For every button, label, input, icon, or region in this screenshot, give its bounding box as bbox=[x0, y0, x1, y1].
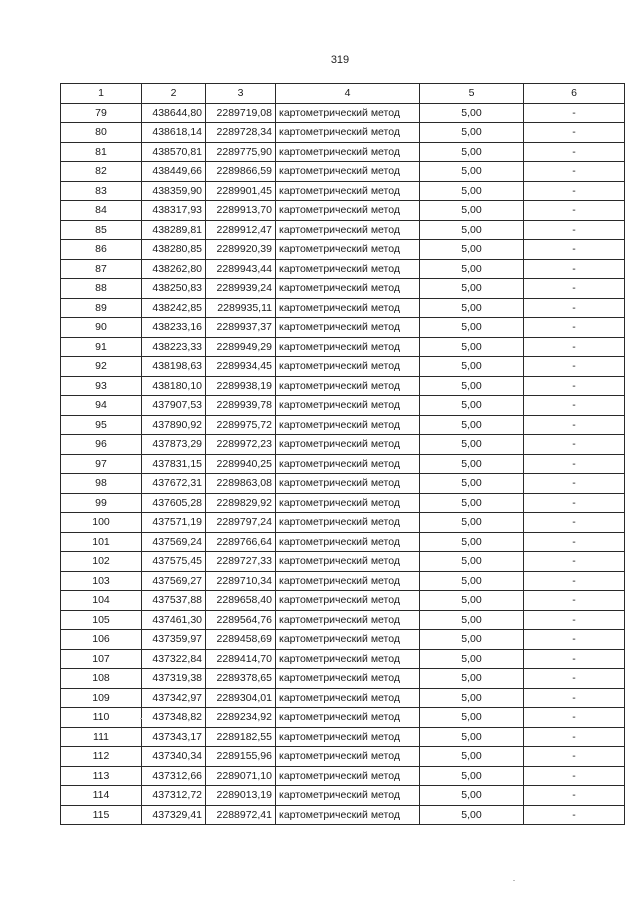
scan-speck bbox=[140, 718, 142, 719]
y-coordinate-cell: 2289719,08 bbox=[206, 103, 276, 123]
accuracy-cell: 5,00 bbox=[420, 532, 524, 552]
accuracy-cell: 5,00 bbox=[420, 649, 524, 669]
table-row bbox=[61, 181, 625, 201]
y-coordinate-cell: 2289728,34 bbox=[206, 123, 276, 143]
note-cell: - bbox=[524, 708, 625, 728]
accuracy-cell: 5,00 bbox=[420, 337, 524, 357]
method-cell: картометрический метод bbox=[276, 513, 420, 533]
table-row bbox=[61, 259, 625, 279]
point-number-cell: 86 bbox=[61, 240, 142, 260]
table-row bbox=[61, 474, 625, 494]
table-row bbox=[61, 493, 625, 513]
y-coordinate-cell: 2289458,69 bbox=[206, 630, 276, 650]
point-number-cell: 106 bbox=[61, 630, 142, 650]
x-coordinate-cell: 438449,66 bbox=[142, 162, 206, 182]
method-cell: картометрический метод bbox=[276, 805, 420, 825]
point-number-cell: 113 bbox=[61, 766, 142, 786]
table-row bbox=[61, 571, 625, 591]
x-coordinate-cell: 437461,30 bbox=[142, 610, 206, 630]
method-cell: картометрический метод bbox=[276, 318, 420, 338]
point-number-cell: 104 bbox=[61, 591, 142, 611]
point-number-cell: 79 bbox=[61, 103, 142, 123]
accuracy-cell: 5,00 bbox=[420, 318, 524, 338]
table-row bbox=[61, 630, 625, 650]
y-coordinate-cell: 2289975,72 bbox=[206, 415, 276, 435]
x-coordinate-cell: 438262,80 bbox=[142, 259, 206, 279]
method-cell: картометрический метод bbox=[276, 630, 420, 650]
note-cell: - bbox=[524, 357, 625, 377]
table-row bbox=[61, 591, 625, 611]
note-cell: - bbox=[524, 240, 625, 260]
method-cell: картометрический метод bbox=[276, 279, 420, 299]
method-cell: картометрический метод bbox=[276, 649, 420, 669]
method-cell: картометрический метод bbox=[276, 454, 420, 474]
x-coordinate-cell: 437319,38 bbox=[142, 669, 206, 689]
note-cell: - bbox=[524, 669, 625, 689]
point-number-cell: 81 bbox=[61, 142, 142, 162]
point-number-cell: 80 bbox=[61, 123, 142, 143]
table-row bbox=[61, 298, 625, 318]
x-coordinate-cell: 437348,82 bbox=[142, 708, 206, 728]
note-cell: - bbox=[524, 337, 625, 357]
method-cell: картометрический метод bbox=[276, 337, 420, 357]
table-row bbox=[61, 532, 625, 552]
accuracy-cell: 5,00 bbox=[420, 103, 524, 123]
x-coordinate-cell: 437569,27 bbox=[142, 571, 206, 591]
column-header: 5 bbox=[420, 84, 524, 104]
point-number-cell: 95 bbox=[61, 415, 142, 435]
x-coordinate-cell: 437873,29 bbox=[142, 435, 206, 455]
accuracy-cell: 5,00 bbox=[420, 396, 524, 416]
accuracy-cell: 5,00 bbox=[420, 786, 524, 806]
y-coordinate-cell: 2289972,23 bbox=[206, 435, 276, 455]
table-row bbox=[61, 376, 625, 396]
column-header: 3 bbox=[206, 84, 276, 104]
method-cell: картометрический метод bbox=[276, 571, 420, 591]
accuracy-cell: 5,00 bbox=[420, 454, 524, 474]
point-number-cell: 110 bbox=[61, 708, 142, 728]
y-coordinate-cell: 2288972,41 bbox=[206, 805, 276, 825]
table-row bbox=[61, 396, 625, 416]
table-row bbox=[61, 123, 625, 143]
note-cell: - bbox=[524, 493, 625, 513]
point-number-cell: 102 bbox=[61, 552, 142, 572]
x-coordinate-cell: 438317,93 bbox=[142, 201, 206, 221]
accuracy-cell: 5,00 bbox=[420, 279, 524, 299]
table-row bbox=[61, 649, 625, 669]
accuracy-cell: 5,00 bbox=[420, 357, 524, 377]
table-row bbox=[61, 727, 625, 747]
point-number-cell: 108 bbox=[61, 669, 142, 689]
point-number-cell: 84 bbox=[61, 201, 142, 221]
note-cell: - bbox=[524, 396, 625, 416]
point-number-cell: 88 bbox=[61, 279, 142, 299]
note-cell: - bbox=[524, 181, 625, 201]
scan-speck bbox=[513, 880, 515, 881]
table-row bbox=[61, 318, 625, 338]
x-coordinate-cell: 437359,97 bbox=[142, 630, 206, 650]
point-number-cell: 94 bbox=[61, 396, 142, 416]
point-number-cell: 93 bbox=[61, 376, 142, 396]
note-cell: - bbox=[524, 513, 625, 533]
table-row bbox=[61, 279, 625, 299]
x-coordinate-cell: 437537,88 bbox=[142, 591, 206, 611]
accuracy-cell: 5,00 bbox=[420, 181, 524, 201]
accuracy-cell: 5,00 bbox=[420, 123, 524, 143]
point-number-cell: 83 bbox=[61, 181, 142, 201]
x-coordinate-cell: 438644,80 bbox=[142, 103, 206, 123]
x-coordinate-cell: 438570,81 bbox=[142, 142, 206, 162]
table-row bbox=[61, 669, 625, 689]
y-coordinate-cell: 2289901,45 bbox=[206, 181, 276, 201]
y-coordinate-cell: 2289937,37 bbox=[206, 318, 276, 338]
x-coordinate-cell: 437342,97 bbox=[142, 688, 206, 708]
accuracy-cell: 5,00 bbox=[420, 688, 524, 708]
accuracy-cell: 5,00 bbox=[420, 142, 524, 162]
y-coordinate-cell: 2289775,90 bbox=[206, 142, 276, 162]
page-number: 319 bbox=[330, 54, 350, 66]
point-number-cell: 82 bbox=[61, 162, 142, 182]
x-coordinate-cell: 438223,33 bbox=[142, 337, 206, 357]
note-cell: - bbox=[524, 201, 625, 221]
column-header: 2 bbox=[142, 84, 206, 104]
y-coordinate-cell: 2289797,24 bbox=[206, 513, 276, 533]
point-number-cell: 87 bbox=[61, 259, 142, 279]
y-coordinate-cell: 2289414,70 bbox=[206, 649, 276, 669]
method-cell: картометрический метод bbox=[276, 747, 420, 767]
y-coordinate-cell: 2289182,55 bbox=[206, 727, 276, 747]
x-coordinate-cell: 438233,16 bbox=[142, 318, 206, 338]
y-coordinate-cell: 2289727,33 bbox=[206, 552, 276, 572]
y-coordinate-cell: 2289564,76 bbox=[206, 610, 276, 630]
note-cell: - bbox=[524, 649, 625, 669]
x-coordinate-cell: 438359,90 bbox=[142, 181, 206, 201]
accuracy-cell: 5,00 bbox=[420, 571, 524, 591]
accuracy-cell: 5,00 bbox=[420, 240, 524, 260]
x-coordinate-cell: 438242,85 bbox=[142, 298, 206, 318]
y-coordinate-cell: 2289866,59 bbox=[206, 162, 276, 182]
note-cell: - bbox=[524, 259, 625, 279]
point-number-cell: 92 bbox=[61, 357, 142, 377]
accuracy-cell: 5,00 bbox=[420, 708, 524, 728]
method-cell: картометрический метод bbox=[276, 396, 420, 416]
method-cell: картометрический метод bbox=[276, 688, 420, 708]
y-coordinate-cell: 2289710,34 bbox=[206, 571, 276, 591]
table-row bbox=[61, 142, 625, 162]
table-row bbox=[61, 103, 625, 123]
y-coordinate-cell: 2289920,39 bbox=[206, 240, 276, 260]
x-coordinate-cell: 438618,14 bbox=[142, 123, 206, 143]
method-cell: картометрический метод bbox=[276, 708, 420, 728]
accuracy-cell: 5,00 bbox=[420, 376, 524, 396]
note-cell: - bbox=[524, 571, 625, 591]
x-coordinate-cell: 437672,31 bbox=[142, 474, 206, 494]
method-cell: картометрический метод bbox=[276, 298, 420, 318]
y-coordinate-cell: 2289013,19 bbox=[206, 786, 276, 806]
method-cell: картометрический метод bbox=[276, 220, 420, 240]
accuracy-cell: 5,00 bbox=[420, 162, 524, 182]
point-number-cell: 90 bbox=[61, 318, 142, 338]
point-number-cell: 111 bbox=[61, 727, 142, 747]
accuracy-cell: 5,00 bbox=[420, 766, 524, 786]
table-row bbox=[61, 747, 625, 767]
note-cell: - bbox=[524, 630, 625, 650]
x-coordinate-cell: 437890,92 bbox=[142, 415, 206, 435]
note-cell: - bbox=[524, 435, 625, 455]
point-number-cell: 91 bbox=[61, 337, 142, 357]
y-coordinate-cell: 2289071,10 bbox=[206, 766, 276, 786]
note-cell: - bbox=[524, 415, 625, 435]
table-row bbox=[61, 610, 625, 630]
accuracy-cell: 5,00 bbox=[420, 727, 524, 747]
column-header: 6 bbox=[524, 84, 625, 104]
x-coordinate-cell: 437322,84 bbox=[142, 649, 206, 669]
method-cell: картометрический метод bbox=[276, 435, 420, 455]
table-body bbox=[61, 103, 625, 825]
method-cell: картометрический метод bbox=[276, 201, 420, 221]
table-row bbox=[61, 513, 625, 533]
y-coordinate-cell: 2289304,01 bbox=[206, 688, 276, 708]
table-row bbox=[61, 337, 625, 357]
method-cell: картометрический метод bbox=[276, 259, 420, 279]
point-number-cell: 107 bbox=[61, 649, 142, 669]
accuracy-cell: 5,00 bbox=[420, 220, 524, 240]
method-cell: картометрический метод bbox=[276, 591, 420, 611]
method-cell: картометрический метод bbox=[276, 240, 420, 260]
accuracy-cell: 5,00 bbox=[420, 298, 524, 318]
y-coordinate-cell: 2289766,64 bbox=[206, 532, 276, 552]
y-coordinate-cell: 2289912,47 bbox=[206, 220, 276, 240]
table-row bbox=[61, 357, 625, 377]
note-cell: - bbox=[524, 298, 625, 318]
y-coordinate-cell: 2289943,44 bbox=[206, 259, 276, 279]
coordinates-table bbox=[60, 83, 625, 825]
point-number-cell: 100 bbox=[61, 513, 142, 533]
table-row bbox=[61, 435, 625, 455]
accuracy-cell: 5,00 bbox=[420, 415, 524, 435]
table-row bbox=[61, 688, 625, 708]
table-row bbox=[61, 552, 625, 572]
method-cell: картометрический метод bbox=[276, 532, 420, 552]
note-cell: - bbox=[524, 786, 625, 806]
point-number-cell: 99 bbox=[61, 493, 142, 513]
note-cell: - bbox=[524, 103, 625, 123]
x-coordinate-cell: 438198,63 bbox=[142, 357, 206, 377]
y-coordinate-cell: 2289913,70 bbox=[206, 201, 276, 221]
note-cell: - bbox=[524, 142, 625, 162]
x-coordinate-cell: 437569,24 bbox=[142, 532, 206, 552]
point-number-cell: 96 bbox=[61, 435, 142, 455]
accuracy-cell: 5,00 bbox=[420, 669, 524, 689]
note-cell: - bbox=[524, 805, 625, 825]
note-cell: - bbox=[524, 454, 625, 474]
x-coordinate-cell: 438250,83 bbox=[142, 279, 206, 299]
note-cell: - bbox=[524, 747, 625, 767]
method-cell: картометрический метод bbox=[276, 493, 420, 513]
method-cell: картометрический метод bbox=[276, 103, 420, 123]
y-coordinate-cell: 2289234,92 bbox=[206, 708, 276, 728]
point-number-cell: 115 bbox=[61, 805, 142, 825]
method-cell: картометрический метод bbox=[276, 669, 420, 689]
accuracy-cell: 5,00 bbox=[420, 259, 524, 279]
accuracy-cell: 5,00 bbox=[420, 552, 524, 572]
x-coordinate-cell: 438280,85 bbox=[142, 240, 206, 260]
method-cell: картометрический метод bbox=[276, 786, 420, 806]
accuracy-cell: 5,00 bbox=[420, 513, 524, 533]
y-coordinate-cell: 2289934,45 bbox=[206, 357, 276, 377]
accuracy-cell: 5,00 bbox=[420, 201, 524, 221]
table-row bbox=[61, 786, 625, 806]
method-cell: картометрический метод bbox=[276, 142, 420, 162]
point-number-cell: 114 bbox=[61, 786, 142, 806]
method-cell: картометрический метод bbox=[276, 415, 420, 435]
method-cell: картометрический метод bbox=[276, 552, 420, 572]
note-cell: - bbox=[524, 474, 625, 494]
note-cell: - bbox=[524, 766, 625, 786]
x-coordinate-cell: 437340,34 bbox=[142, 747, 206, 767]
accuracy-cell: 5,00 bbox=[420, 610, 524, 630]
note-cell: - bbox=[524, 610, 625, 630]
note-cell: - bbox=[524, 279, 625, 299]
note-cell: - bbox=[524, 318, 625, 338]
point-number-cell: 112 bbox=[61, 747, 142, 767]
method-cell: картометрический метод bbox=[276, 181, 420, 201]
x-coordinate-cell: 437605,28 bbox=[142, 493, 206, 513]
accuracy-cell: 5,00 bbox=[420, 435, 524, 455]
note-cell: - bbox=[524, 532, 625, 552]
y-coordinate-cell: 2289658,40 bbox=[206, 591, 276, 611]
column-header: 1 bbox=[61, 84, 142, 104]
x-coordinate-cell: 438289,81 bbox=[142, 220, 206, 240]
table-row bbox=[61, 454, 625, 474]
x-coordinate-cell: 437329,41 bbox=[142, 805, 206, 825]
point-number-cell: 105 bbox=[61, 610, 142, 630]
x-coordinate-cell: 437907,53 bbox=[142, 396, 206, 416]
x-coordinate-cell: 437831,15 bbox=[142, 454, 206, 474]
y-coordinate-cell: 2289939,78 bbox=[206, 396, 276, 416]
x-coordinate-cell: 437343,17 bbox=[142, 727, 206, 747]
y-coordinate-cell: 2289938,19 bbox=[206, 376, 276, 396]
note-cell: - bbox=[524, 688, 625, 708]
x-coordinate-cell: 437575,45 bbox=[142, 552, 206, 572]
accuracy-cell: 5,00 bbox=[420, 630, 524, 650]
y-coordinate-cell: 2289935,11 bbox=[206, 298, 276, 318]
note-cell: - bbox=[524, 376, 625, 396]
method-cell: картометрический метод bbox=[276, 727, 420, 747]
y-coordinate-cell: 2289940,25 bbox=[206, 454, 276, 474]
accuracy-cell: 5,00 bbox=[420, 493, 524, 513]
x-coordinate-cell: 437312,72 bbox=[142, 786, 206, 806]
note-cell: - bbox=[524, 220, 625, 240]
accuracy-cell: 5,00 bbox=[420, 747, 524, 767]
y-coordinate-cell: 2289378,65 bbox=[206, 669, 276, 689]
point-number-cell: 85 bbox=[61, 220, 142, 240]
y-coordinate-cell: 2289939,24 bbox=[206, 279, 276, 299]
x-coordinate-cell: 437571,19 bbox=[142, 513, 206, 533]
y-coordinate-cell: 2289949,29 bbox=[206, 337, 276, 357]
method-cell: картометрический метод bbox=[276, 766, 420, 786]
method-cell: картометрический метод bbox=[276, 376, 420, 396]
method-cell: картометрический метод bbox=[276, 162, 420, 182]
table-header-row bbox=[61, 84, 625, 104]
table-row bbox=[61, 201, 625, 221]
point-number-cell: 109 bbox=[61, 688, 142, 708]
y-coordinate-cell: 2289863,08 bbox=[206, 474, 276, 494]
point-number-cell: 97 bbox=[61, 454, 142, 474]
x-coordinate-cell: 437312,66 bbox=[142, 766, 206, 786]
method-cell: картометрический метод bbox=[276, 357, 420, 377]
method-cell: картометрический метод bbox=[276, 610, 420, 630]
method-cell: картометрический метод bbox=[276, 123, 420, 143]
table-row bbox=[61, 708, 625, 728]
point-number-cell: 98 bbox=[61, 474, 142, 494]
point-number-cell: 101 bbox=[61, 532, 142, 552]
table-row bbox=[61, 162, 625, 182]
note-cell: - bbox=[524, 727, 625, 747]
table-row bbox=[61, 220, 625, 240]
table-row bbox=[61, 415, 625, 435]
accuracy-cell: 5,00 bbox=[420, 591, 524, 611]
y-coordinate-cell: 2289155,96 bbox=[206, 747, 276, 767]
y-coordinate-cell: 2289829,92 bbox=[206, 493, 276, 513]
note-cell: - bbox=[524, 591, 625, 611]
note-cell: - bbox=[524, 552, 625, 572]
method-cell: картометрический метод bbox=[276, 474, 420, 494]
point-number-cell: 103 bbox=[61, 571, 142, 591]
x-coordinate-cell: 438180,10 bbox=[142, 376, 206, 396]
column-header: 4 bbox=[276, 84, 420, 104]
table-row bbox=[61, 766, 625, 786]
accuracy-cell: 5,00 bbox=[420, 805, 524, 825]
note-cell: - bbox=[524, 162, 625, 182]
point-number-cell: 89 bbox=[61, 298, 142, 318]
accuracy-cell: 5,00 bbox=[420, 474, 524, 494]
table-row bbox=[61, 240, 625, 260]
note-cell: - bbox=[524, 123, 625, 143]
table-row bbox=[61, 805, 625, 825]
